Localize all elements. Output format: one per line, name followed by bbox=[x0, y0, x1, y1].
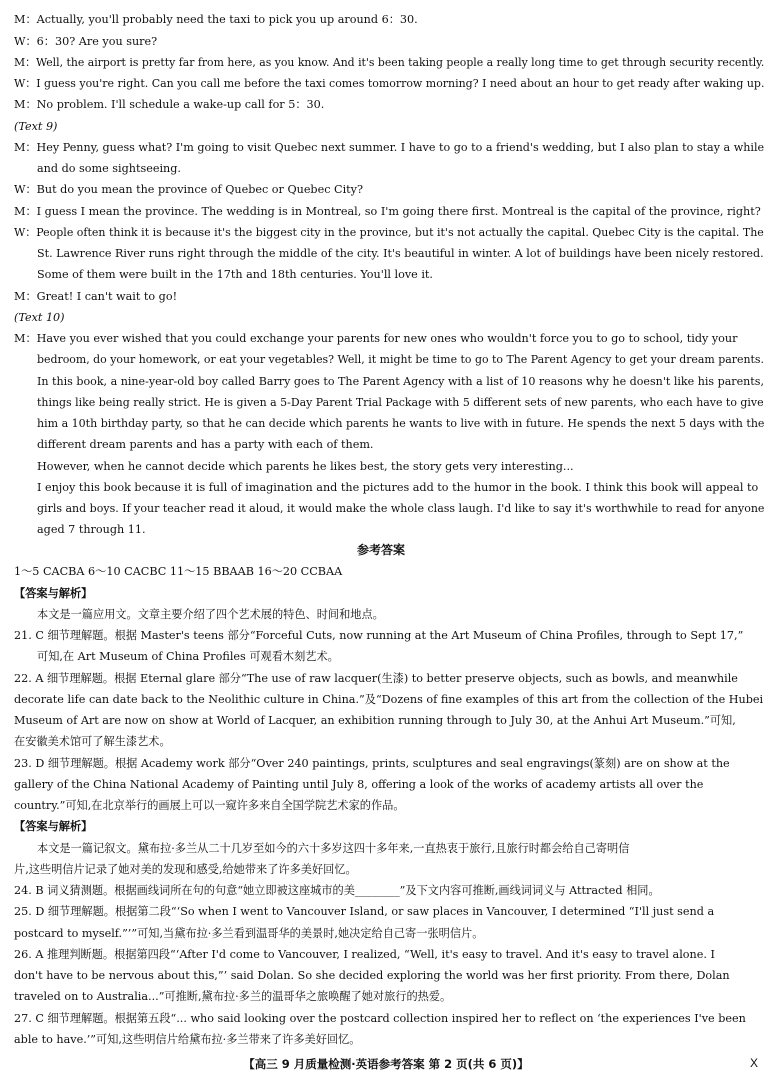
text-line: postcard to myself.”’”可知,当黛布拉·多兰看到温哥华的美景时,她决定给自己寄一张明信片。 bbox=[14, 927, 484, 940]
text-line: In this book, a nine-year-old boy called Barry goes to The Parent Agency with a list of 10 reasons why he doesn't like his parents, bbox=[37, 375, 764, 388]
text-line: M：Well, the airport is pretty far from here, as you know. And it's been taking people a really long time to get through security recently. bbox=[14, 56, 765, 69]
text-line: 26. A 推理判断题。根据第四段“‘After I'd come to Vancouver, I realized, “Well, it's easy to travel. And it's easy to travel alone. I bbox=[14, 948, 715, 961]
text-line: different dream parents and has a party with each of them. bbox=[37, 438, 374, 451]
text-line: St. Lawrence River runs right through the middle of the city. It's beautiful in winter. A lot of buildings have been nicely restored. bbox=[37, 247, 764, 260]
answer-key-line: 1～5 CACBA 6～10 CACBC 11～15 BBAAB 16～20 CCBAA bbox=[14, 565, 343, 578]
text-line: M：Actually, you'll probably need the taxi to pick you up around 6：30. bbox=[14, 13, 418, 26]
text-line: W：I guess you're right. Can you call me before the taxi comes tomorrow morning? I need about an hour to get ready after waking up. bbox=[14, 77, 765, 90]
text-line: 可知,在 Art Museum of China Profiles 可观看木刻艺术。 bbox=[37, 650, 339, 663]
text-line: aged 7 through 11. bbox=[37, 523, 146, 536]
text-line: him a 10th birthday party, so that he can decide which parents he wants to live with in future. He spends the next 5 days with the bbox=[37, 417, 765, 430]
text-line: traveled on to Australia...”可推断,黛布拉·多兰的温哥华之旅唤醒了她对旅行的热爱。 bbox=[14, 990, 452, 1003]
text-line: However, when he cannot decide which parents he likes best, the story gets very interesting... bbox=[37, 460, 574, 473]
answer-key-title: 参考答案 bbox=[357, 543, 406, 557]
text-line: W：6：30? Are you sure? bbox=[14, 35, 158, 48]
text-line: 25. D 细节理解题。根据第二段“‘So when I went to Vancouver Island, or saw places in Vancouver, I determined “I'll just send a bbox=[14, 905, 715, 918]
text-line: M：Hey Penny, guess what? I'm going to visit Quebec next summer. I have to go to a friend's wedding, but I also plan to stay a while bbox=[14, 141, 765, 154]
text-line: 27. C 细节理解题。根据第五段“... who said looking over the postcard collection inspired her to reflect on ‘the experiences I've been bbox=[14, 1012, 746, 1025]
text-line: don't have to be nervous about this,”’ said Dolan. So she decided exploring the world was her first priority. From there, Dolan bbox=[14, 969, 730, 982]
text-line: M：I guess I mean the province. The wedding is in Montreal, so I'm going there first. Montreal is the capital of the province, right? bbox=[14, 205, 761, 218]
section-label: (Text 10) bbox=[14, 311, 65, 324]
text-line: I enjoy this book because it is full of imagination and the pictures add to the humor in the book. I think this book will appeal to bbox=[37, 481, 759, 494]
text-line: W：People often think it is because it's the biggest city in the province, but it's not actually the capital. Quebec City is the capital. The bbox=[14, 226, 764, 239]
text-line: 21. C 细节理解题。根据 Master's teens 部分“Forceful Cuts, now running at the Art Museum of China Profiles, through to Sept 17,” bbox=[14, 629, 744, 642]
text-line: 22. A 细节理解题。根据 Eternal glare 部分“The use of raw lacquer(生漆) to better preserve objects, such as bowls, and meanwhile bbox=[14, 672, 738, 685]
text-line: 片,这些明信片记录了她对美的发现和感受,给她带来了许多美好回忆。 bbox=[14, 863, 357, 876]
text-line: 23. D 细节理解题。根据 Academy work 部分“Over 240 paintings, prints, sculptures and seal engravings(篆刻) are on show at the bbox=[14, 757, 730, 770]
page-footer: 【高三 9 月质量检测·英语参考答案 第 2 页(共 6 页)】 bbox=[243, 1057, 529, 1071]
text-line: M：Have you ever wished that you could exchange your parents for new ones who wouldn't force you to go to school, tidy your bbox=[14, 332, 738, 345]
corner-mark: X bbox=[749, 1056, 758, 1070]
text-line: Some of them were built in the 17th and 18th centuries. You'll love it. bbox=[37, 268, 433, 281]
text-line: country.”可知,在北京举行的画展上可以一窥许多来自全国学院艺术家的作品。 bbox=[14, 799, 405, 812]
section-heading: 【答案与解析】 bbox=[14, 819, 93, 833]
text-line: gallery of the China National Academy of Painting until July 8, offering a look of the works of academy artists all over the bbox=[14, 778, 704, 791]
text-line: bedroom, do your homework, or eat your vegetables? Well, it might be time to go to The Parent Agency to get your dream parents. bbox=[37, 353, 764, 366]
text-line: 本文是一篇应用文。文章主要介绍了四个艺术展的特色、时间和地点。 bbox=[37, 608, 384, 621]
text-line: able to have.’”可知,这些明信片给黛布拉·多兰带来了许多美好回忆。 bbox=[14, 1033, 361, 1046]
text-line: decorate life can date back to the Neolithic culture in China.”及“Dozens of fine examples of this art from the collection of the Hubei bbox=[14, 693, 764, 706]
text-line: W：But do you mean the province of Quebec or Quebec City? bbox=[14, 183, 363, 196]
text-line: things like being really strict. He is given a 5-Day Parent Trial Package with 5 different sets of new parents, who each have to give bbox=[37, 396, 764, 409]
text-line: girls and boys. If your teacher read it aloud, it would make the whole class laugh. I'd like to say it's worthwhile to read for anyone bbox=[37, 502, 765, 515]
text-line: 24. B 词义猜测题。根据画线词所在句的句意“她立即被这座城市的美________”及下文内容可推断,画线词词义与 Attracted 相同。 bbox=[14, 884, 660, 897]
text-line: M：Great! I can't wait to go! bbox=[14, 290, 178, 303]
text-line: 在安徽美术馆可了解生漆艺术。 bbox=[14, 735, 171, 748]
text-line: M：No problem. I'll schedule a wake-up call for 5：30. bbox=[14, 98, 325, 111]
section-label: (Text 9) bbox=[14, 120, 58, 133]
text-line: and do some sightseeing. bbox=[37, 162, 181, 175]
section-heading: 【答案与解析】 bbox=[14, 586, 93, 600]
text-line: Museum of Art are now on show at World of Lacquer, an exhibition running through to July 30, at the Anhui Art Museum.”可知, bbox=[14, 714, 736, 727]
text-line: 本文是一篇记叙文。黛布拉·多兰从二十几岁至如今的六十多岁这四十多年来,一直热衷于旅行,且旅行时都会给自己寄明信 bbox=[37, 842, 630, 855]
